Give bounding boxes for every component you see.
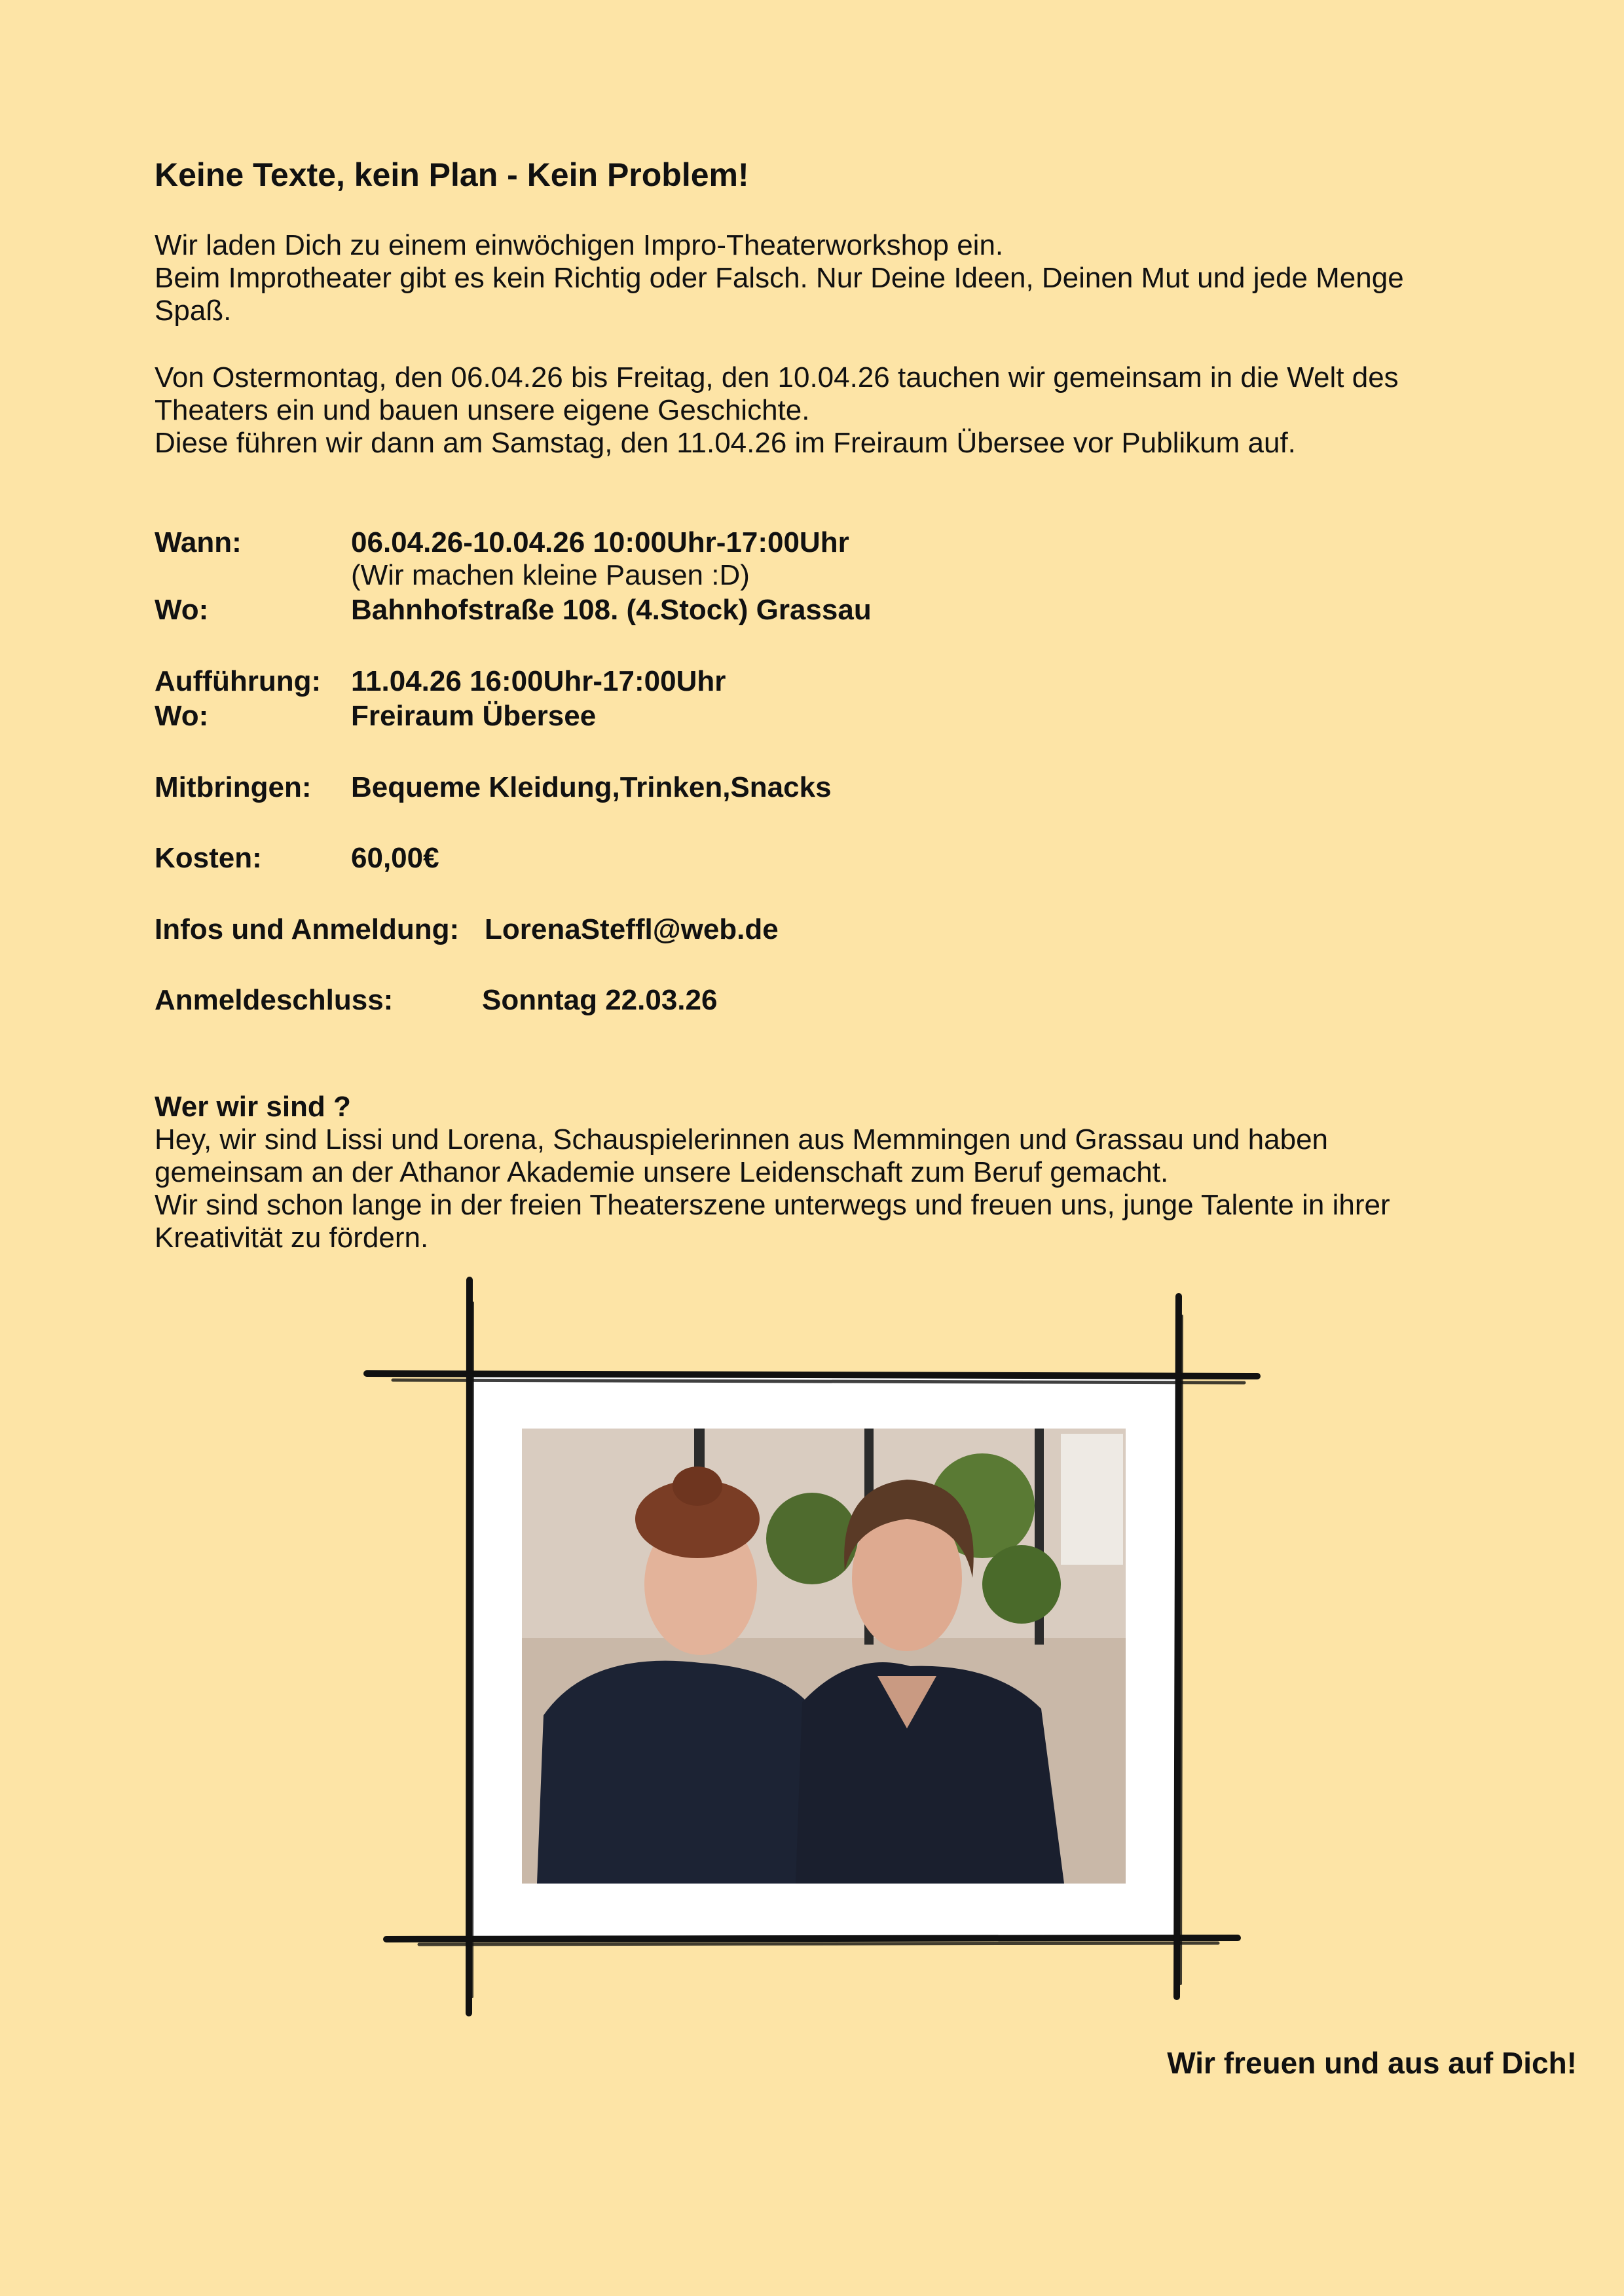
- show-where-label: Wo:: [155, 700, 209, 732]
- intro-line: Spaß.: [155, 295, 232, 327]
- when-label: Wann:: [155, 526, 242, 558]
- cost-label: Kosten:: [155, 842, 262, 874]
- about-line: Wir sind schon lange in der freien Theaterszene unterwegs und freuen uns, junge Talente in ihrer: [155, 1189, 1390, 1221]
- headline: Keine Texte, kein Plan - Kein Problem!: [155, 156, 749, 193]
- schedule-line: Von Ostermontag, den 06.04.26 bis Freitag, den 10.04.26 tauchen wir gemeinsam in die Welt des: [155, 361, 1399, 393]
- info-label: Infos und Anmeldung:: [155, 913, 460, 945]
- closing-line: Wir freuen und aus auf Dich!: [1167, 2046, 1577, 2080]
- deadline-label: Anmeldeschluss:: [155, 984, 394, 1016]
- about-line: Kreativität zu fördern.: [155, 1222, 429, 1254]
- schedule-paragraph: [155, 361, 1490, 460]
- about-line: Hey, wir sind Lissi und Lorena, Schauspielerinnen aus Memmingen und Grassau und haben: [155, 1123, 1329, 1156]
- bring-value: Bequeme Kleidung,Trinken,Snacks: [351, 771, 832, 803]
- cost-value: 60,00€: [351, 842, 439, 874]
- where-label: Wo:: [155, 594, 209, 626]
- intro-line: Wir laden Dich zu einem einwöchigen Impro-Theaterworkshop ein.: [155, 229, 1004, 261]
- about-paragraph: [155, 1123, 1490, 1254]
- bring-label: Mitbringen:: [155, 771, 312, 803]
- info-email: LorenaSteffl@web.de: [485, 913, 779, 945]
- where-value: Bahnhofstraße 108. (4.Stock) Grassau: [351, 594, 872, 626]
- frame-mat: [468, 1376, 1177, 1937]
- intro-paragraph: [155, 229, 1490, 327]
- about-line: gemeinsam an der Athanor Akademie unsere Leidenschaft zum Beruf gemacht.: [155, 1156, 1169, 1188]
- portrait-photo: [522, 1429, 1126, 1884]
- when-value: 06.04.26-10.04.26 10:00Uhr-17:00Uhr: [351, 526, 849, 558]
- about-title: Wer wir sind ?: [155, 1091, 351, 1123]
- frame-strokes: [367, 1280, 1257, 2013]
- deadline-value: Sonntag 22.03.26: [482, 984, 718, 1016]
- intro-line: Beim Improtheater gibt es kein Richtig oder Falsch. Nur Deine Ideen, Deinen Mut und jede Menge: [155, 262, 1404, 294]
- schedule-line: Theaters ein und bauen unsere eigene Geschichte.: [155, 394, 810, 426]
- show-value: 11.04.26 16:00Uhr-17:00Uhr: [351, 665, 726, 697]
- show-label: Aufführung:: [155, 665, 322, 697]
- schedule-line: Diese führen wir dann am Samstag, den 11.04.26 im Freiraum Übersee vor Publikum auf.: [155, 427, 1296, 459]
- show-where-value: Freiraum Übersee: [351, 700, 597, 732]
- when-note: (Wir machen kleine Pausen :D): [351, 559, 750, 591]
